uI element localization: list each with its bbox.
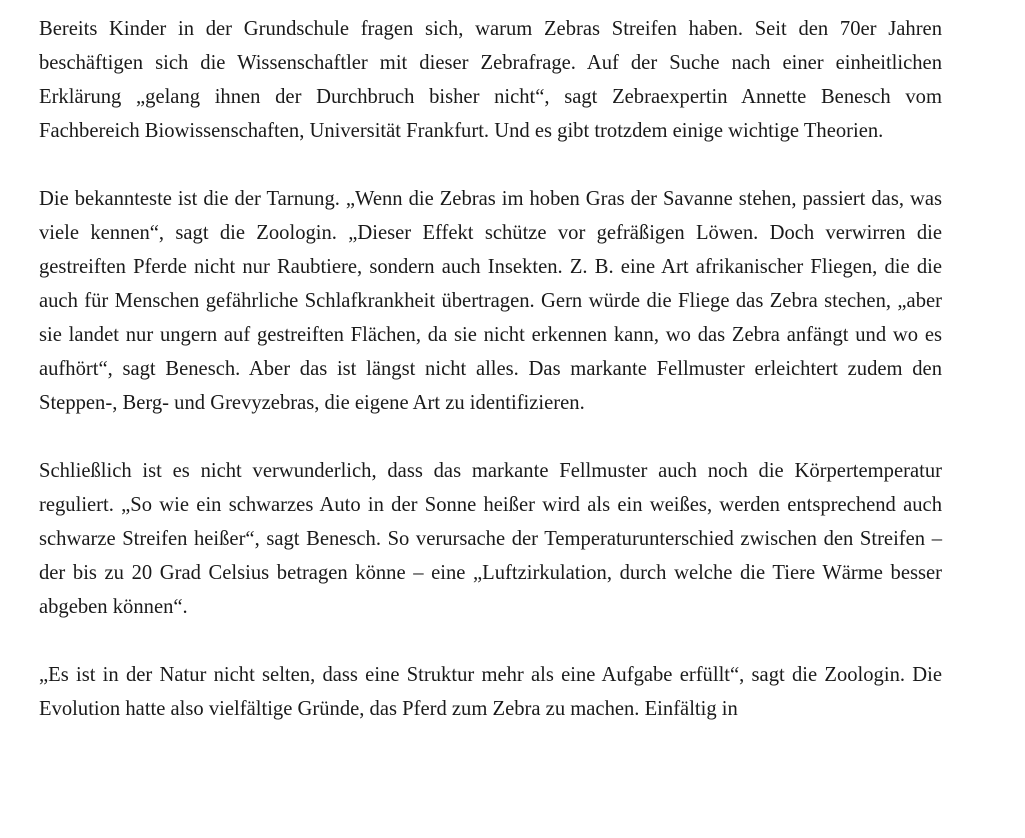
paragraph-3: Schließlich ist es nicht verwunderlich, dass das markante Fellmuster auch noch die Körpertemperatur reguliert. „So wie ein schwarzes Auto in der Sonne heißer wird als ein weißes, werden entsprechend auch schwarze Streifen heißer“, sagt Benesch. So verursache der Temperaturunterschied zwischen den Streifen – der bis zu 20 Grad Celsius betragen könne – eine „Luftzirkulation, durch welche die Tiere Wärme besser abgeben können“. (39, 460, 942, 618)
paragraph-4: „Es ist in der Natur nicht selten, dass eine Struktur mehr als eine Aufgabe erfüllt“, sagt die Zoologin. Die Evolution hatte also vielfältige Gründe, das Pferd zum Zebra zu machen. Einfältig in (39, 664, 942, 720)
paragraph-1: Bereits Kinder in der Grundschule fragen sich, warum Zebras Streifen haben. Seit den 70er Jahren beschäftigen sich die Wissenschaftler mit dieser Zebrafrage. Auf der Suche nach einer einheitlichen Erklärung „gelang ihnen der Durchbruch bisher nicht“, sagt Zebraexpertin Annette Benesch vom Fachbereich Biowissenschaften, Universität Frankfurt. Und es gibt trotzdem einige wichtige Theorien. (39, 18, 942, 142)
article-body (39, 12, 942, 760)
paragraph-2: Die bekannteste ist die der Tarnung. „Wenn die Zebras im hoben Gras der Savanne stehen, passiert das, was viele kennen“, sagt die Zoologin. „Dieser Effekt schütze vor gefräßigen Löwen. Doch verwirren die gestreiften Pferde nicht nur Raubtiere, sondern auch Insekten. Z. B. eine Art afrikanischer Fliegen, die die auch für Menschen gefährliche Schlafkrankheit übertragen. Gern würde die Fliege das Zebra stechen, „aber sie landet nur ungern auf gestreiften Flächen, da sie nicht erkennen kann, wo das Zebra anfängt und wo es aufhört“, sagt Benesch. Aber das ist längst nicht alles. Das markante Fellmuster erleichtert zudem den Steppen-, Berg- und Grevyzebras, die eigene Art zu identifizieren. (39, 188, 942, 414)
